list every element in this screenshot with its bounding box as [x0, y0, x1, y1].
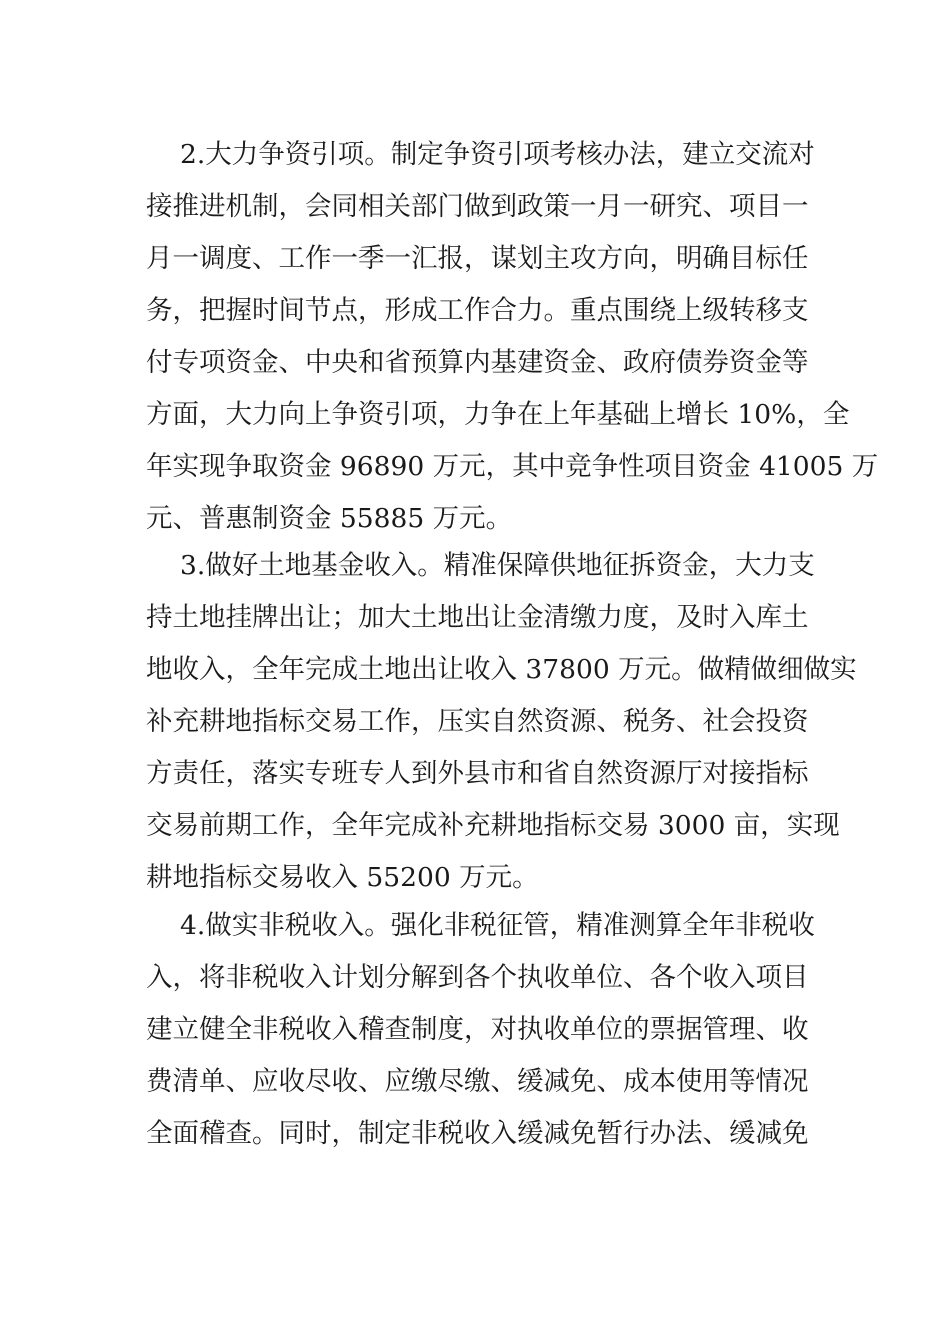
text-line: 耕地指标交易收入 55200 万元。	[146, 862, 539, 893]
text-line: 方面，大力向上争资引项，力争在上年基础上增长 10%，全	[146, 399, 850, 430]
text-line: 地收入，全年完成土地出让收入 37800 万元。做精做细做实	[146, 654, 857, 685]
text-line: 付专项资金、中央和省预算内基建资金、政府债券资金等	[146, 347, 809, 378]
text-line: 补充耕地指标交易工作，压实自然资源、税务、社会投资	[146, 706, 809, 737]
text-line: 建立健全非税收入稽查制度，对执收单位的票据管理、收	[146, 1014, 809, 1045]
text-line: 月一调度、工作一季一汇报，谋划主攻方向，明确目标任	[146, 243, 809, 274]
paragraph-non-tax	[146, 900, 815, 1160]
text-line: 入，将非税收入计划分解到各个执收单位、各个收入项目	[146, 962, 809, 993]
text-line: 4.做实非税收入。强化非税征管，精准测算全年非税收	[180, 910, 815, 941]
text-line: 年实现争取资金 96890 万元，其中竞争性项目资金 41005 万	[146, 451, 879, 482]
text-line: 方责任，落实专班专人到外县市和省自然资源厅对接指标	[146, 758, 809, 789]
paragraph-fundraising	[146, 129, 879, 545]
text-line: 持土地挂牌出让；加大土地出让金清缴力度，及时入库土	[146, 602, 809, 633]
text-line: 3.做好土地基金收入。精准保障供地征拆资金，大力支	[180, 550, 815, 581]
text-line: 交易前期工作，全年完成补充耕地指标交易 3000 亩，实现	[146, 810, 840, 841]
text-line: 务，把握时间节点，形成工作合力。重点围绕上级转移支	[146, 295, 809, 326]
text-line: 2.大力争资引项。制定争资引项考核办法，建立交流对	[180, 139, 815, 170]
paragraph-land-fund	[146, 540, 857, 904]
text-line: 接推进机制，会同相关部门做到政策一月一研究、项目一	[146, 191, 809, 222]
text-line: 费清单、应收尽收、应缴尽缴、缓减免、成本使用等情况	[146, 1066, 809, 1097]
text-line: 全面稽查。同时，制定非税收入缓减免暂行办法、缓减免	[146, 1118, 809, 1149]
text-line: 元、普惠制资金 55885 万元。	[146, 503, 513, 534]
